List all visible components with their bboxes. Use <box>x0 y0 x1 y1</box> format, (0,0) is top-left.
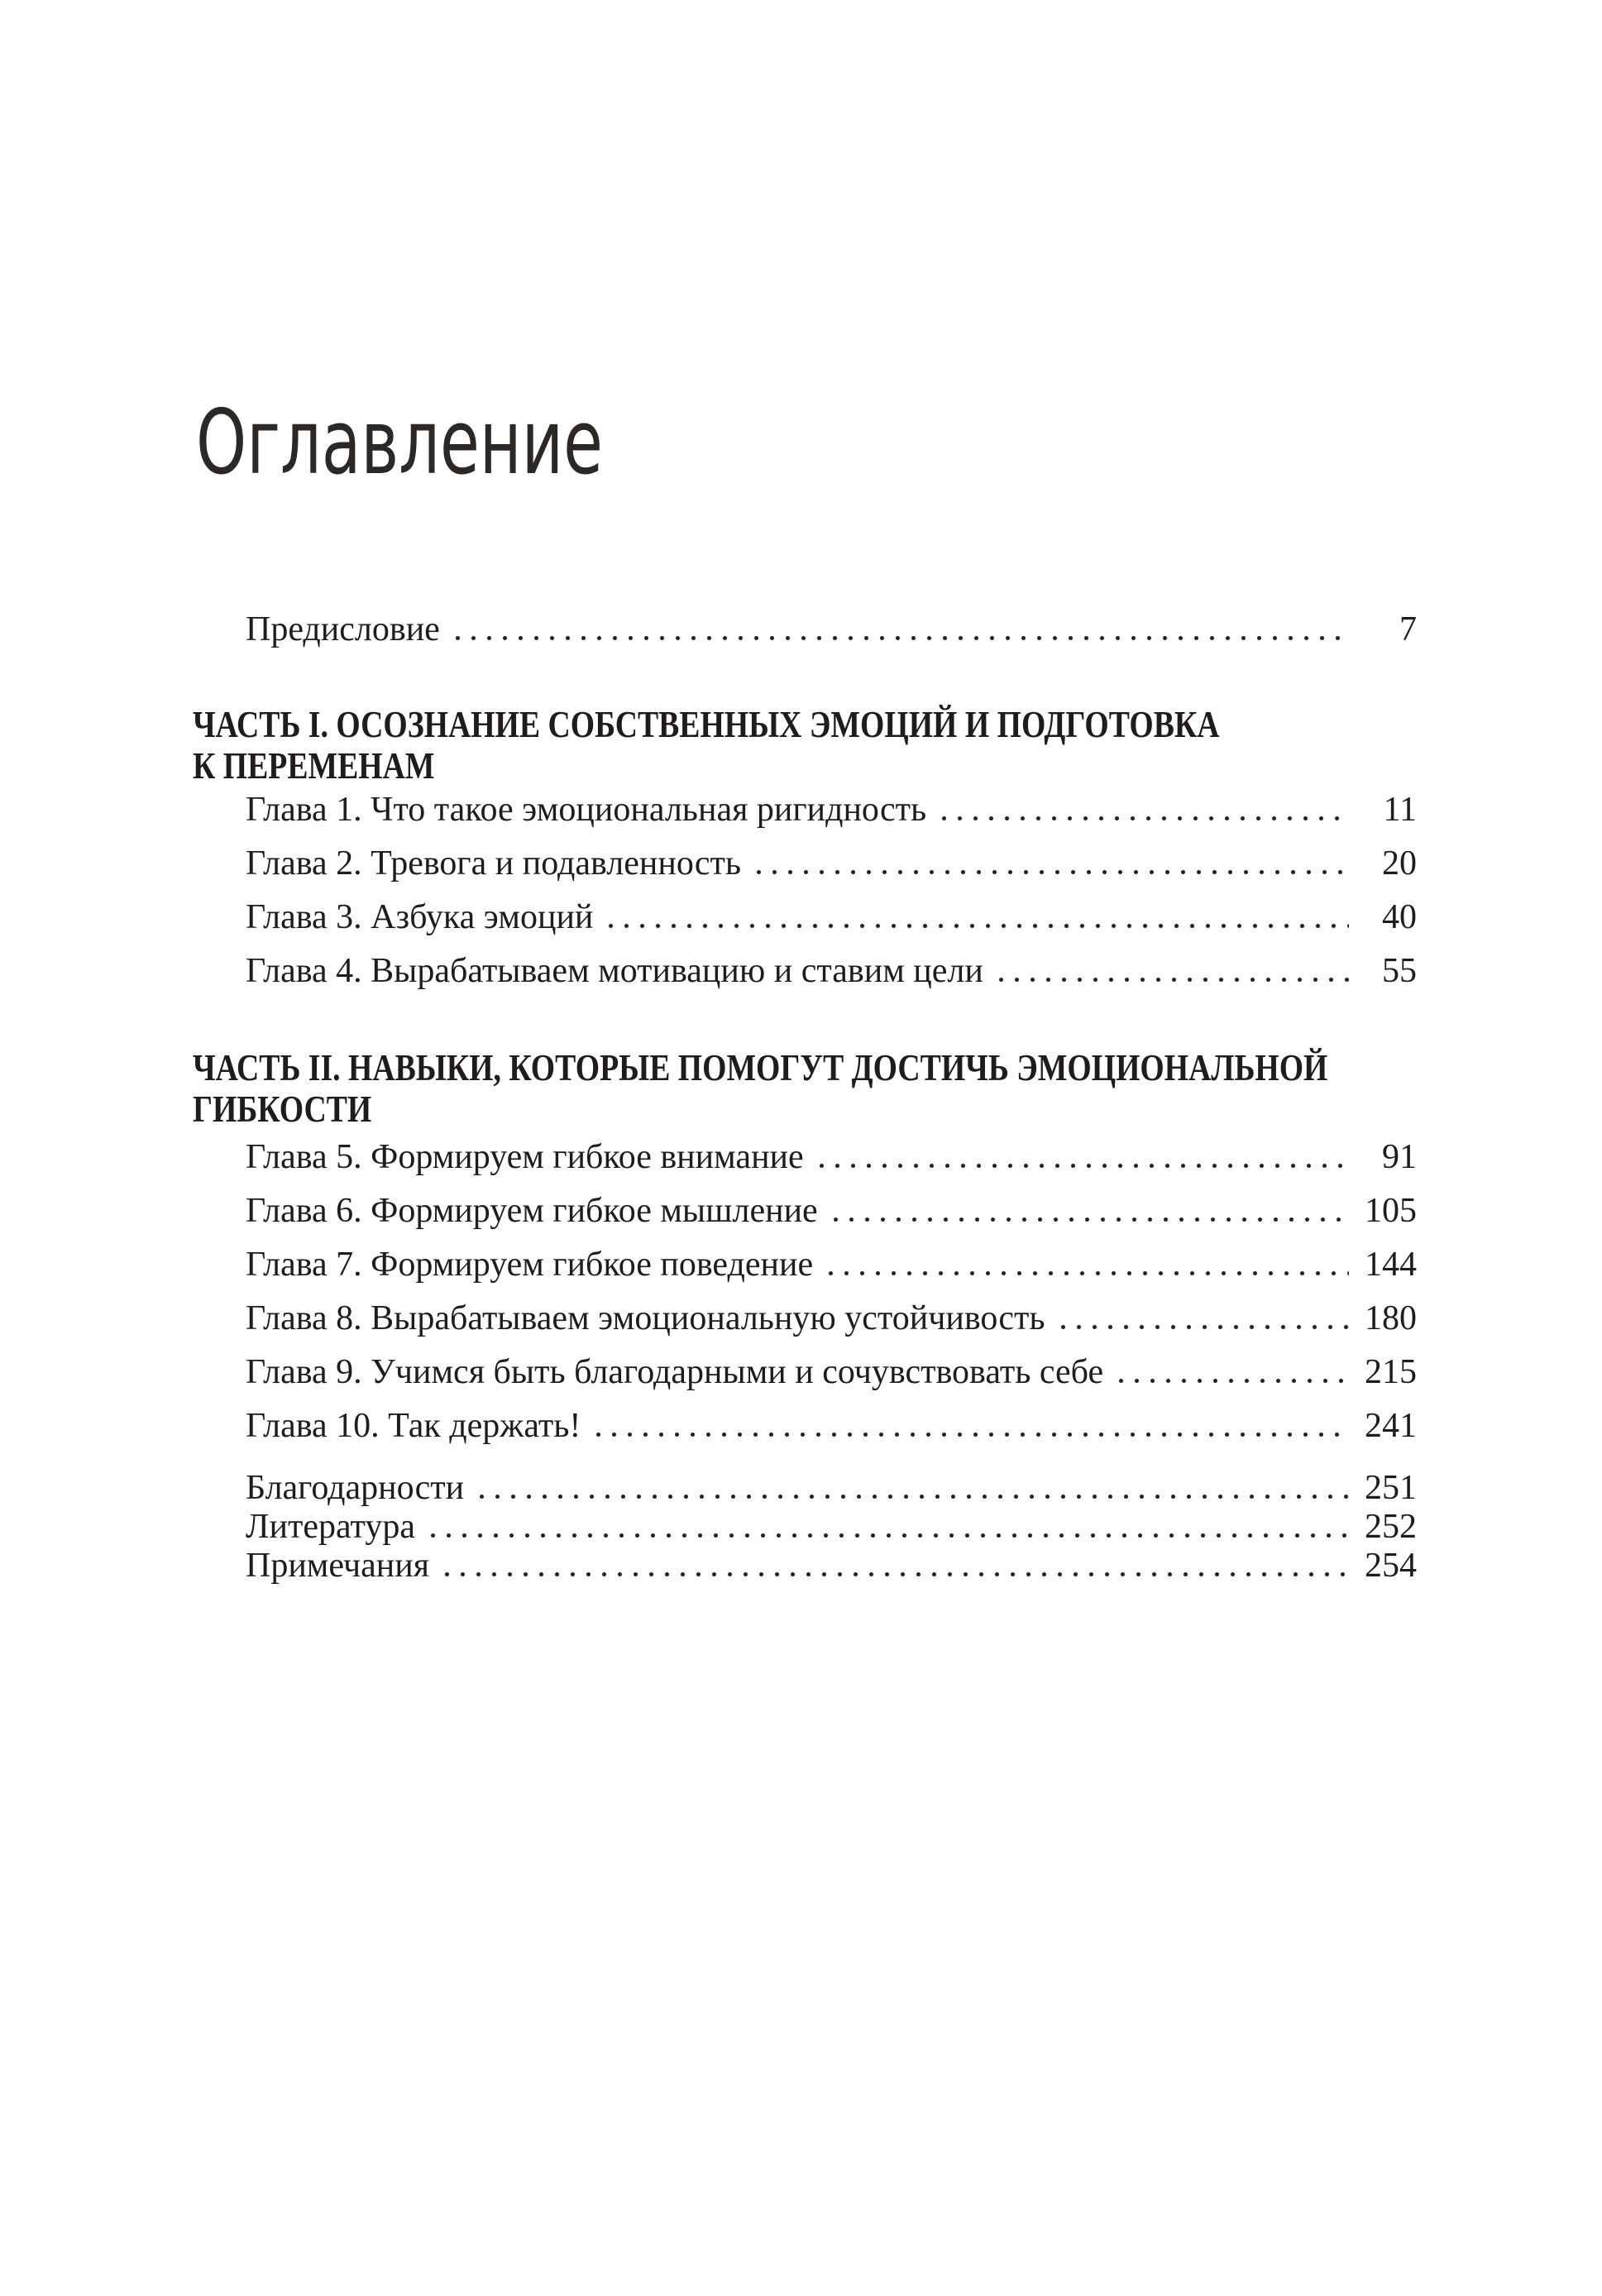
entry-label: Глава 4. Вырабатываем мотивацию и ставим цели <box>246 952 983 990</box>
entry-page-number: 20 <box>1382 844 1417 883</box>
dot-leader <box>831 1193 1349 1222</box>
dot-leader <box>1117 1355 1349 1383</box>
dot-leader <box>453 612 1349 640</box>
entry-label: Глава 3. Азбука эмоций <box>246 898 594 936</box>
entry-page-number: 7 <box>1399 610 1417 648</box>
dot-leader <box>997 954 1349 982</box>
toc-entry-chapter-8 <box>246 1301 1417 1336</box>
part-heading-line: ГИБКОСТИ <box>193 1088 372 1130</box>
entry-page-number: 180 <box>1365 1299 1417 1337</box>
part-heading-2 <box>193 1047 1577 1130</box>
part-heading-line: ЧАСТЬ II. НАВЫКИ, КОТОРЫЕ ПОМОГУТ ДОСТИЧЬ ЭМОЦИОНАЛЬНОЙ <box>193 1046 1328 1088</box>
dot-leader <box>594 1409 1349 1437</box>
entry-label: Глава 1. Что такое эмоциональная ригидность <box>246 791 927 829</box>
entry-label: Примечания <box>246 1547 430 1585</box>
toc-entry-literature <box>246 1509 1417 1544</box>
entry-label: Предисловие <box>246 610 440 648</box>
part-heading-1 <box>193 704 1445 787</box>
entry-page-number: 254 <box>1365 1547 1417 1585</box>
part-heading-line: К ПЕРЕМЕНАМ <box>193 744 435 787</box>
dot-leader <box>442 1548 1349 1576</box>
dot-leader <box>826 1247 1349 1275</box>
entry-label: Глава 5. Формируем гибкое внимание <box>246 1138 804 1176</box>
entry-page-number: 11 <box>1383 791 1417 829</box>
toc-entry-chapter-3 <box>246 900 1417 935</box>
toc-entry-chapter-4 <box>246 954 1417 988</box>
dot-leader <box>606 900 1349 928</box>
toc-entry-chapter-2 <box>246 846 1417 881</box>
entry-page-number: 215 <box>1365 1353 1417 1391</box>
entry-label: Глава 10. Так держать! <box>246 1407 581 1445</box>
entry-page-number: 91 <box>1382 1138 1417 1176</box>
entry-label: Глава 8. Вырабатываем эмоциональную устойчивость <box>246 1299 1045 1337</box>
toc-entry-chapter-9 <box>246 1355 1417 1390</box>
toc-entry-notes <box>246 1548 1417 1583</box>
entry-page-number: 55 <box>1382 952 1417 990</box>
entry-label: Глава 7. Формируем гибкое поведение <box>246 1246 814 1284</box>
entry-page-number: 252 <box>1365 1508 1417 1546</box>
entry-label: Литература <box>246 1508 415 1546</box>
entry-page-number: 251 <box>1365 1469 1417 1507</box>
entry-label: Благодарности <box>246 1469 465 1507</box>
dot-leader <box>477 1471 1349 1499</box>
toc-entry-chapter-6 <box>246 1193 1417 1228</box>
entry-page-number: 40 <box>1382 898 1417 936</box>
toc-entry-acknowledgements <box>246 1471 1417 1505</box>
toc-entry-chapter-1 <box>246 792 1417 827</box>
dot-leader <box>754 846 1349 874</box>
entry-page-number: 241 <box>1365 1407 1417 1445</box>
dot-leader <box>428 1509 1349 1538</box>
page-title: Оглавление <box>196 391 604 495</box>
toc-entry-preface <box>246 612 1417 647</box>
entry-label: Глава 2. Тревога и подавленность <box>246 844 742 883</box>
entry-label: Глава 9. Учимся быть благодарными и сочувствовать себе <box>246 1353 1104 1391</box>
dot-leader <box>1059 1301 1349 1329</box>
entry-page-number: 144 <box>1365 1246 1417 1284</box>
dot-leader <box>940 792 1349 820</box>
toc-entry-chapter-7 <box>246 1247 1417 1282</box>
toc-entry-chapter-10 <box>246 1409 1417 1443</box>
entry-label: Глава 6. Формируем гибкое мышление <box>246 1192 818 1230</box>
entry-page-number: 105 <box>1365 1192 1417 1230</box>
dot-leader <box>817 1140 1349 1168</box>
part-heading-line: ЧАСТЬ I. ОСОЗНАНИЕ СОБСТВЕННЫХ ЭМОЦИЙ И ПОДГОТОВКА <box>193 703 1220 745</box>
toc-entry-chapter-5 <box>246 1140 1417 1174</box>
